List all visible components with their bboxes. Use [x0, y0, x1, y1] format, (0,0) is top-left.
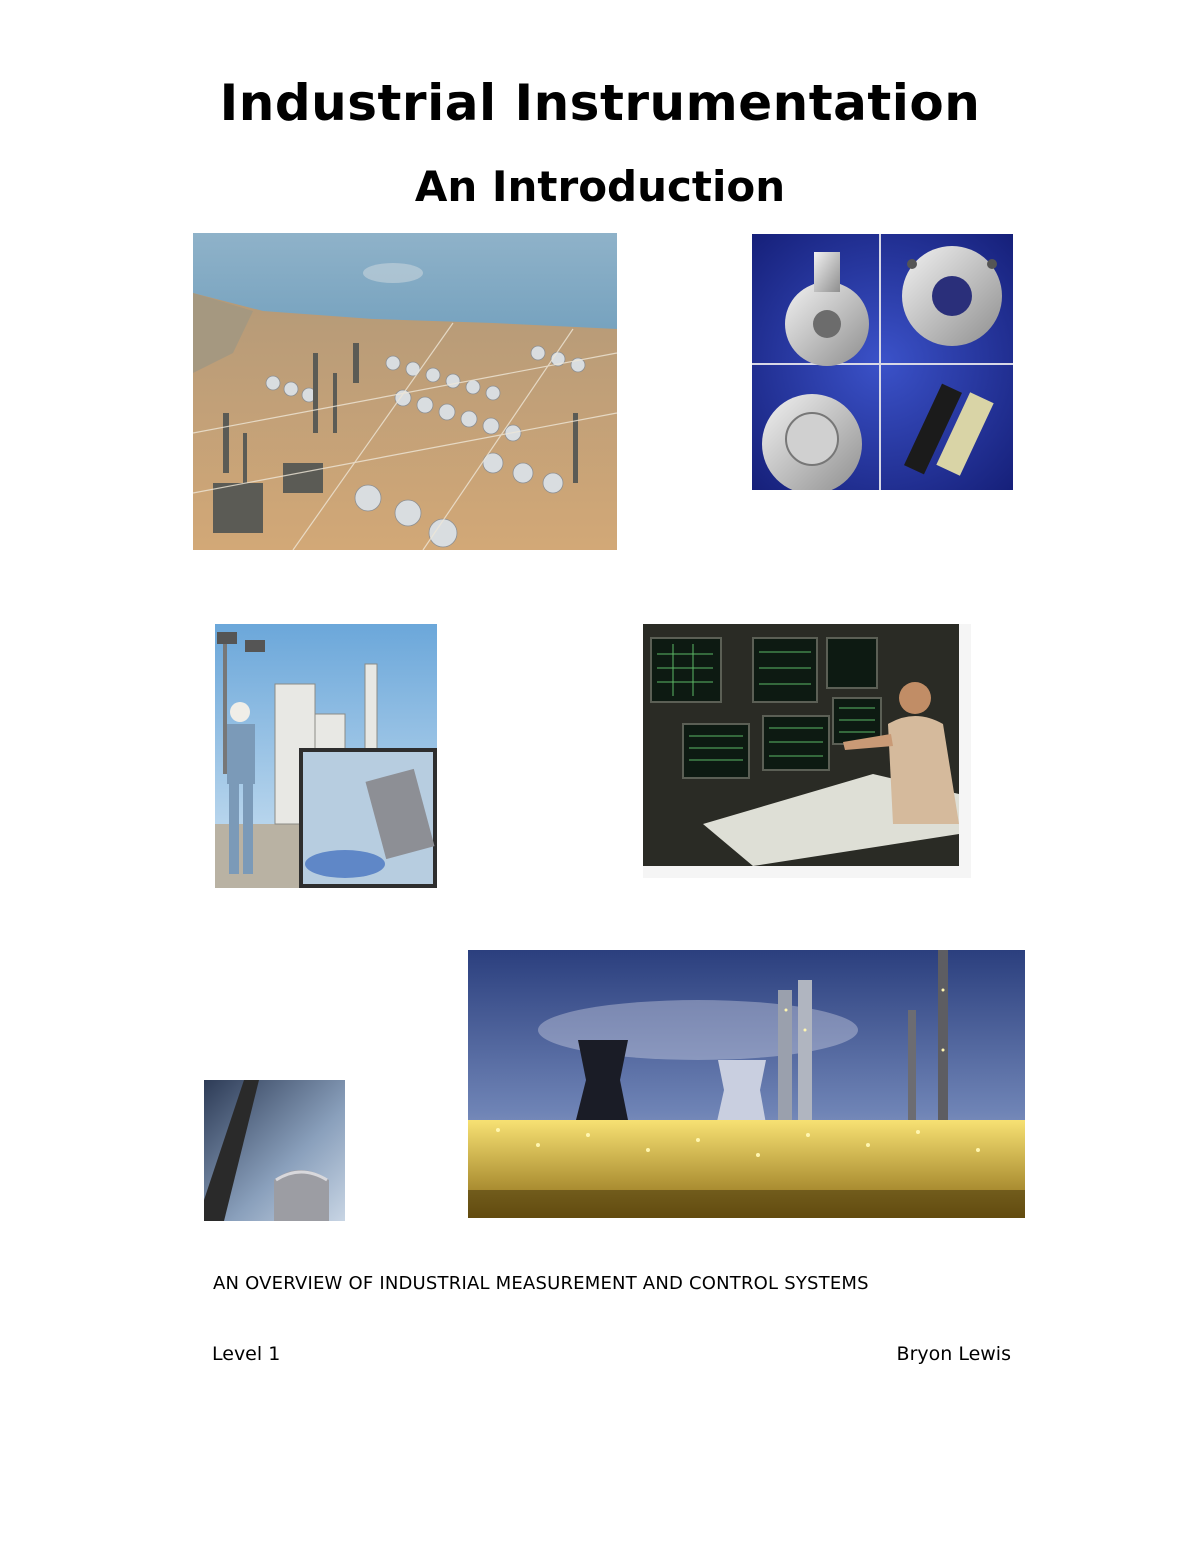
overview-caption: AN OVERVIEW OF INDUSTRIAL MEASUREMENT AND CONTROL SYSTEMS: [213, 1273, 869, 1294]
document-subtitle: An Introduction: [414, 162, 786, 211]
storage-tank-photo: [204, 1080, 345, 1221]
author-name: Bryon Lewis: [896, 1343, 1011, 1365]
refinery-aerial-photo: [193, 233, 617, 550]
course-level: Level 1: [212, 1343, 281, 1365]
flange-fittings-photo: [752, 234, 1013, 490]
control-room-photo: [643, 624, 971, 878]
refinery-night-photo: [468, 950, 1025, 1218]
technician-laptop-photo: [215, 624, 437, 888]
document-title: Industrial Instrumentation: [219, 74, 981, 132]
